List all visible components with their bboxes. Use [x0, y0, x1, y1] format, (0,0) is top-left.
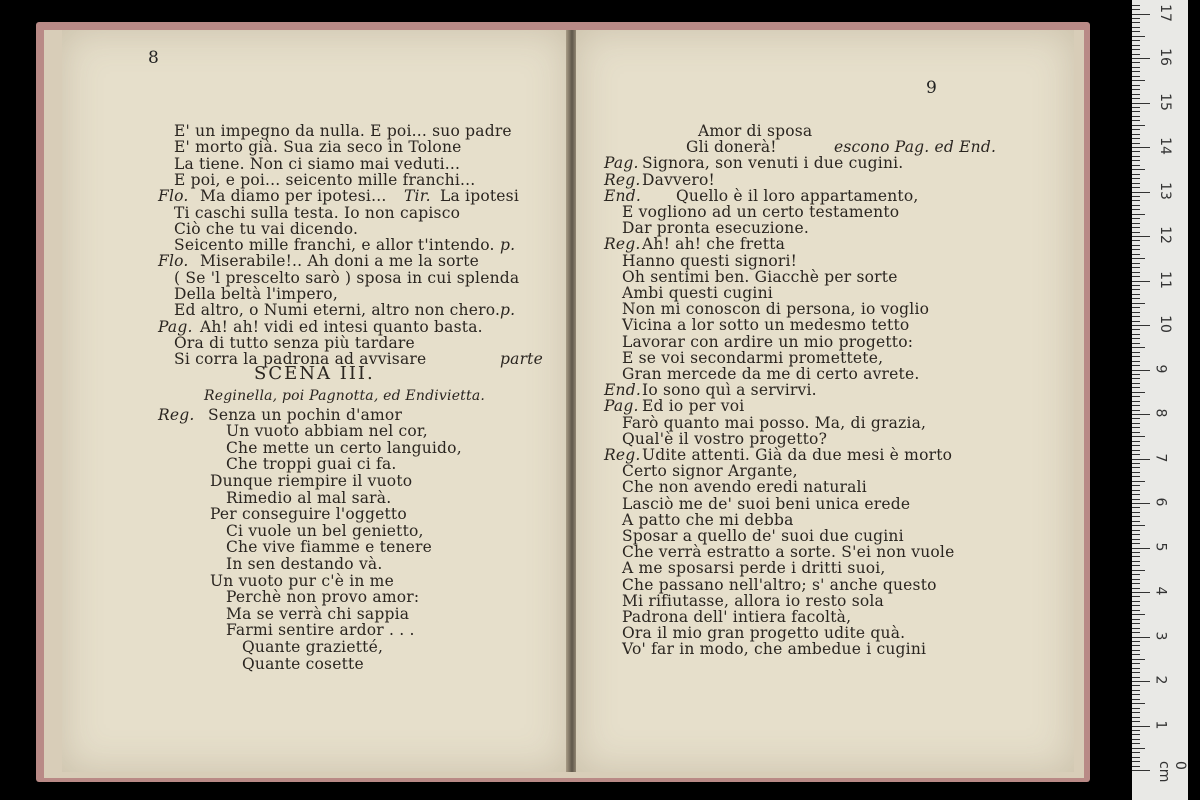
ruler-tick: [1132, 623, 1140, 624]
verse-line: Davvero!: [642, 170, 715, 189]
ruler-tick: [1132, 111, 1140, 112]
ruler-tick: [1132, 565, 1140, 566]
ruler-tick: [1132, 45, 1140, 46]
ruler-tick: [1132, 668, 1140, 669]
verse-line: Oh sentimi ben. Giacchè per sorte: [622, 267, 898, 286]
ruler-tick: [1132, 338, 1140, 339]
ruler-tick: [1132, 534, 1140, 535]
verse-line: Signora, son venuti i due cugini.: [642, 154, 904, 173]
verse-line: Dar pronta esecuzione.: [622, 219, 809, 238]
ruler-tick: [1132, 214, 1145, 215]
verse-line: Mi rifiutasse, allora io resto sola: [622, 591, 884, 610]
ruler-tick: [1132, 151, 1140, 152]
song-line: Ci vuole un bel genietto,: [226, 521, 424, 540]
verse-line: La ipotesi: [440, 187, 519, 206]
ruler-tick: [1132, 645, 1140, 646]
ruler-tick: [1132, 22, 1140, 23]
ruler-tick: [1132, 405, 1140, 406]
ruler-tick: [1132, 748, 1145, 749]
ruler-label: 15: [1156, 92, 1173, 111]
ruler-tick: [1132, 374, 1140, 375]
ruler-tick: [1132, 196, 1140, 197]
verse-line: Io sono quì a servirvi.: [642, 381, 817, 400]
verse-line: Seicento mille franchi, e allor t'intendo.: [174, 236, 495, 255]
ruler-tick: [1132, 685, 1140, 686]
ruler-tick: [1132, 490, 1140, 491]
ruler-tick: [1132, 329, 1140, 330]
speaker-label: End.: [604, 186, 641, 205]
ruler-tick: [1132, 485, 1140, 486]
ruler-tick: [1132, 378, 1140, 379]
song-line: Che vive fiamme e tenere: [226, 538, 432, 557]
left-page-number: 8: [148, 48, 159, 68]
ruler-tick: [1132, 454, 1140, 455]
song-line: Quante grazietté,: [242, 637, 384, 656]
verse-line: Padrona dell' intiera facoltà,: [622, 608, 852, 626]
ruler-tick: [1132, 463, 1140, 464]
ruler-label: 6: [1152, 497, 1169, 507]
ruler-tick: [1132, 663, 1140, 664]
ruler-tick: [1132, 659, 1145, 660]
ruler-tick: [1132, 36, 1145, 37]
verse-line: Gli donerà!: [686, 138, 777, 157]
stage-mark: parte: [500, 350, 543, 369]
ruler-tick: [1132, 227, 1140, 228]
ruler-label: 1: [1152, 720, 1169, 729]
ruler-tick: [1132, 574, 1140, 575]
song-line: Perchè non provo amor:: [226, 588, 420, 607]
speaker-label: Reg.: [604, 235, 641, 254]
ruler-tick: [1132, 165, 1140, 166]
ruler-tick: [1132, 178, 1140, 179]
ruler-tick: [1132, 543, 1140, 544]
ruler-tick: [1132, 752, 1140, 753]
ruler-tick: [1132, 654, 1140, 655]
song-line: Farmi sentire ardor . . .: [226, 621, 415, 640]
speaker-label: Pag.: [604, 154, 639, 173]
ruler-label: 12: [1156, 226, 1173, 244]
ruler-tick: [1132, 525, 1145, 526]
verse-line: Vicina a lor sotto un medesmo tetto: [622, 316, 910, 335]
ruler-tick: [1132, 499, 1140, 500]
ruler-tick: [1132, 187, 1140, 188]
ruler-tick: [1132, 143, 1140, 144]
ruler-label: 7: [1152, 453, 1169, 462]
ruler-tick: [1132, 721, 1140, 722]
ruler-tick: [1132, 503, 1150, 504]
ruler-tick: [1132, 347, 1145, 348]
ruler-tick: [1132, 103, 1150, 104]
ruler-tick: [1132, 205, 1140, 206]
song-line: Quante cosette: [242, 654, 364, 673]
ruler-tick: [1132, 365, 1140, 366]
ruler-tick: [1132, 174, 1140, 175]
ruler-label: 5: [1152, 542, 1169, 551]
ruler-tick: [1132, 218, 1140, 219]
verse-line: Amor di sposa: [698, 122, 813, 140]
verse-line: Udite attenti. Già da due mesi è morto: [642, 446, 953, 464]
speaker-label: Tir.: [404, 187, 431, 206]
ruler-tick: [1132, 285, 1140, 286]
ruler-tick: [1132, 254, 1140, 255]
ruler-tick: [1132, 67, 1140, 68]
ruler-tick: [1132, 730, 1140, 731]
ruler-label: 4: [1152, 586, 1169, 596]
ruler-tick: [1132, 156, 1140, 157]
ruler-tick: [1132, 80, 1145, 81]
song-line: Senza un pochin d'amor: [208, 405, 403, 424]
song-line: Un vuoto pur c'è in me: [210, 571, 394, 590]
song-line: Per conseguire l'oggetto: [210, 505, 407, 524]
ruler-tick: [1132, 539, 1140, 540]
verse-line: Farò quanto mai posso. Ma, di grazia,: [622, 413, 927, 432]
ruler-tick: [1132, 410, 1140, 411]
scene-title: SCENA III.: [254, 362, 375, 384]
ruler-tick: [1132, 27, 1140, 28]
ruler-tick: [1132, 494, 1140, 495]
ruler-tick: [1132, 605, 1140, 606]
ruler-tick: [1132, 619, 1140, 620]
ruler-label: 8: [1152, 408, 1169, 418]
ruler-tick: [1132, 699, 1140, 700]
ruler-tick: [1132, 298, 1140, 299]
ruler-tick: [1132, 245, 1140, 246]
verse-line: Che non avendo eredi naturali: [622, 478, 867, 497]
ruler-tick: [1132, 717, 1140, 718]
ruler-tick: [1132, 708, 1140, 709]
ruler-tick: [1132, 387, 1140, 388]
song-line: Rimedio al mal sarà.: [226, 488, 392, 507]
ruler-tick: [1132, 459, 1150, 460]
ruler-tick: [1132, 432, 1140, 433]
ruler-tick: [1132, 263, 1140, 264]
verse-line: Ambi questi cugini: [622, 284, 773, 302]
ruler-tick: [1132, 307, 1140, 308]
ruler-tick: [1132, 592, 1150, 593]
ruler-tick: [1132, 396, 1140, 397]
ruler-tick: [1132, 89, 1140, 90]
song-line: Un vuoto abbiam nel cor,: [226, 422, 428, 441]
ruler-tick: [1132, 712, 1140, 713]
ruler-tick: [1132, 14, 1150, 15]
ruler-tick: [1132, 125, 1145, 126]
ruler-tick: [1132, 321, 1140, 322]
ruler-tick: [1132, 76, 1140, 77]
ruler-tick: [1132, 579, 1140, 580]
ruler-tick: [1132, 418, 1140, 419]
ruler-tick: [1132, 94, 1140, 95]
ruler-tick: [1132, 62, 1140, 63]
verse-line: Miserabile!.. Ah doni a me la sorte: [200, 252, 480, 271]
ruler-tick: [1132, 120, 1140, 121]
ruler-tick: [1132, 641, 1140, 642]
ruler-tick: [1132, 316, 1140, 317]
ruler-tick: [1132, 169, 1145, 170]
stage-mark: p.: [500, 301, 516, 320]
ruler-tick: [1132, 650, 1140, 651]
ruler-tick: [1132, 370, 1150, 371]
ruler-tick: [1132, 694, 1140, 695]
ruler-tick: [1132, 343, 1140, 344]
ruler-tick: [1132, 289, 1140, 290]
ruler-tick: [1132, 632, 1140, 633]
ruler-label: 10: [1156, 315, 1173, 333]
verse-line: Ma diamo per ipotesi...: [200, 187, 387, 206]
ruler-tick: [1132, 467, 1140, 468]
ruler-tick: [1132, 445, 1140, 446]
ruler-tick: [1132, 743, 1140, 744]
ruler-tick: [1132, 232, 1140, 233]
ruler-tick: [1132, 690, 1140, 691]
ruler-tick: [1132, 614, 1145, 615]
ruler-tick: [1132, 272, 1140, 273]
ruler-tick: [1132, 134, 1140, 135]
verse-line: E poi, e poi... seicento mille franchi...: [174, 170, 476, 189]
ruler-tick: [1132, 681, 1150, 682]
verse-line: Ed altro, o Numi eterni, altro non chero.: [174, 301, 501, 320]
ruler-tick: [1132, 49, 1140, 50]
ruler-label: 3: [1152, 631, 1169, 640]
verse-line: ( Se 'l prescelto sarò ) sposa in cui splenda: [174, 268, 520, 287]
verse-line: Lavorar con ardire un mio progetto:: [622, 332, 914, 351]
ruler-label: 16: [1156, 48, 1173, 66]
ruler-label: 9: [1152, 364, 1169, 373]
verse-line: A patto che mi debba: [622, 510, 794, 529]
ruler-tick: [1132, 258, 1145, 259]
ruler-tick: [1132, 249, 1140, 250]
right-page: [576, 30, 1074, 772]
verse-line: Che passano nell'altro; s' anche questo: [622, 575, 937, 594]
stage-mark: p.: [500, 236, 516, 255]
ruler-tick: [1132, 601, 1140, 602]
ruler-tick: [1132, 450, 1140, 451]
ruler-tick: [1132, 31, 1140, 32]
speaker-label: Pag.: [158, 317, 193, 336]
ruler-tick: [1132, 766, 1140, 767]
ruler-tick: [1132, 637, 1150, 638]
ruler-tick: [1132, 116, 1140, 117]
ruler-tick: [1132, 352, 1140, 353]
ruler-tick: [1132, 726, 1150, 727]
ruler-tick: [1132, 138, 1140, 139]
scene-direction: Reginella, poi Pagnotta, ed Endivietta.: [204, 387, 486, 404]
ruler-tick: [1132, 281, 1150, 282]
ruler-tick: [1132, 9, 1140, 10]
ruler-tick: [1132, 107, 1140, 108]
verse-line: E se voi secondarmi promettete,: [622, 348, 884, 367]
ruler-tick: [1132, 588, 1140, 589]
ruler-tick: [1132, 561, 1140, 562]
ruler-tick: [1132, 481, 1145, 482]
ruler-tick: [1132, 761, 1140, 762]
ruler-tick: [1132, 236, 1150, 237]
ruler-tick: [1132, 507, 1140, 508]
ruler-tick: [1132, 583, 1140, 584]
ruler-tick: [1132, 739, 1140, 740]
ruler-tick: [1132, 383, 1140, 384]
ruler-tick: [1132, 40, 1140, 41]
verse-line: E' un impegno da nulla. E poi... suo padre: [174, 122, 512, 140]
ruler-tick: [1132, 183, 1140, 184]
verse-line: Sposar a quello de' suoi due cugini: [622, 527, 904, 545]
ruler-tick: [1132, 628, 1140, 629]
ruler-tick: [1132, 677, 1140, 678]
ruler-tick: [1132, 427, 1140, 428]
ruler-tick: [1132, 516, 1140, 517]
verse-line: E' morto già. Sua zia seco in Tolone: [174, 138, 462, 157]
speaker-label: Reg.: [604, 170, 641, 189]
ruler-tick: [1132, 596, 1140, 597]
ruler-tick: [1132, 401, 1140, 402]
ruler-tick: [1132, 610, 1140, 611]
verse-line: Ah! ah! vidi ed intesi quanto basta.: [200, 317, 483, 336]
verse-line: La tiene. Non ci siamo mai veduti...: [174, 154, 461, 173]
verse-line: Non mi conoscon di persona, io voglio: [622, 300, 930, 319]
ruler-tick: [1132, 548, 1150, 549]
ruler-tick: [1132, 325, 1150, 326]
ruler-tick: [1132, 512, 1140, 513]
ruler-tick: [1132, 71, 1140, 72]
ruler-label: 17: [1156, 3, 1173, 22]
ruler-tick: [1132, 98, 1140, 99]
ruler-label: 14: [1156, 137, 1173, 155]
stage-mark: escono Pag. ed End.: [834, 138, 997, 157]
ruler-tick: [1132, 472, 1140, 473]
verse-line: Ed io per voi: [642, 397, 745, 416]
ruler-tick: [1132, 129, 1140, 130]
ruler-label: 13: [1156, 181, 1173, 200]
ruler-tick: [1132, 436, 1145, 437]
ruler-tick: [1132, 703, 1145, 704]
ruler-tick: [1132, 147, 1150, 148]
verse-line: Ah! ah! che fretta: [642, 235, 786, 254]
ruler-label: 0 cm: [1156, 761, 1188, 783]
song-line: Ma se verrà chi sappia: [226, 604, 410, 623]
ruler-tick: [1132, 392, 1145, 393]
ruler-tick: [1132, 552, 1140, 553]
speaker-label: Flo.: [158, 252, 189, 271]
verse-line: Ora di tutto senza più tardare: [174, 333, 415, 352]
left-page: [62, 30, 568, 772]
ruler-tick: [1132, 476, 1140, 477]
verse-line: Hanno questi signori!: [622, 251, 798, 270]
verse-line: Lasciò me de' suoi beni unica erede: [622, 494, 911, 513]
ruler-tick: [1132, 160, 1140, 161]
verse-line: Ora il mio gran progetto udite quà.: [622, 624, 906, 643]
ruler-tick: [1132, 441, 1140, 442]
song-line: In sen destando và.: [226, 554, 383, 573]
speaker-label: Pag.: [604, 397, 639, 416]
ruler-tick: [1132, 356, 1140, 357]
ruler-tick: [1132, 54, 1140, 55]
ruler-tick: [1132, 530, 1140, 531]
ruler-tick: [1132, 334, 1140, 335]
verse-line: Ti caschi sulla testa. Io non capisco: [174, 203, 461, 222]
ruler-tick: [1132, 18, 1140, 19]
verse-line: E vogliono ad un certo testamento: [622, 203, 900, 221]
ruler-tick: [1132, 521, 1140, 522]
ruler-label: 11: [1156, 270, 1173, 289]
song-line: Dunque riempire il vuoto: [210, 471, 413, 490]
ruler-tick: [1132, 672, 1140, 673]
ruler-tick: [1132, 556, 1140, 557]
ruler-tick: [1132, 85, 1140, 86]
song-line: Che mette un certo languido,: [226, 438, 462, 457]
ruler-tick: [1132, 200, 1140, 201]
ruler-tick: [1132, 240, 1140, 241]
speaker-label: End.: [604, 381, 641, 400]
verse-line: Certo signor Argante,: [622, 462, 798, 481]
ruler-tick: [1132, 312, 1140, 313]
ruler-tick: [1132, 267, 1140, 268]
ruler-tick: [1132, 276, 1140, 277]
verse-line: A me sposarsi perde i dritti suoi,: [622, 559, 886, 578]
song-line: Che troppi guai ci fa.: [226, 455, 397, 474]
ruler-tick: [1132, 757, 1140, 758]
verse-line: Della beltà l'impero,: [174, 285, 338, 303]
ruler-tick: [1132, 58, 1150, 59]
verse-line: Vo' far in modo, che ambedue i cugini: [622, 640, 927, 659]
ruler-tick: [1132, 423, 1140, 424]
verse-line: Quello è il loro appartamento,: [676, 186, 919, 205]
ruler-tick: [1132, 294, 1140, 295]
ruler-tick: [1132, 570, 1145, 571]
ruler-tick: [1132, 770, 1150, 771]
ruler-label: 2: [1152, 675, 1169, 685]
verse-line: Si corra la padrona ad avvisare: [174, 350, 427, 369]
ruler-tick: [1132, 734, 1140, 735]
verse-line: Che verrà estratto a sorte. S'ei non vuole: [622, 543, 955, 562]
verse-line: Gran mercede da me di certo avrete.: [622, 365, 920, 383]
ruler-tick: [1132, 5, 1140, 6]
speaker-label: Flo.: [158, 187, 189, 206]
measurement-ruler: [1132, 0, 1188, 800]
speaker-label: Reg.: [604, 446, 641, 464]
verse-line: Ciò che tu vai dicendo.: [174, 219, 359, 238]
right-page-number: 9: [926, 78, 937, 98]
verse-line: Qual'è il vostro progetto?: [622, 429, 828, 448]
ruler-tick: [1132, 303, 1145, 304]
ruler-tick: [1132, 209, 1140, 210]
ruler-tick: [1132, 192, 1150, 193]
ruler-tick: [1132, 223, 1140, 224]
ruler-tick: [1132, 361, 1140, 362]
ruler-tick: [1132, 414, 1150, 415]
speaker-label: Reg.: [158, 405, 195, 424]
